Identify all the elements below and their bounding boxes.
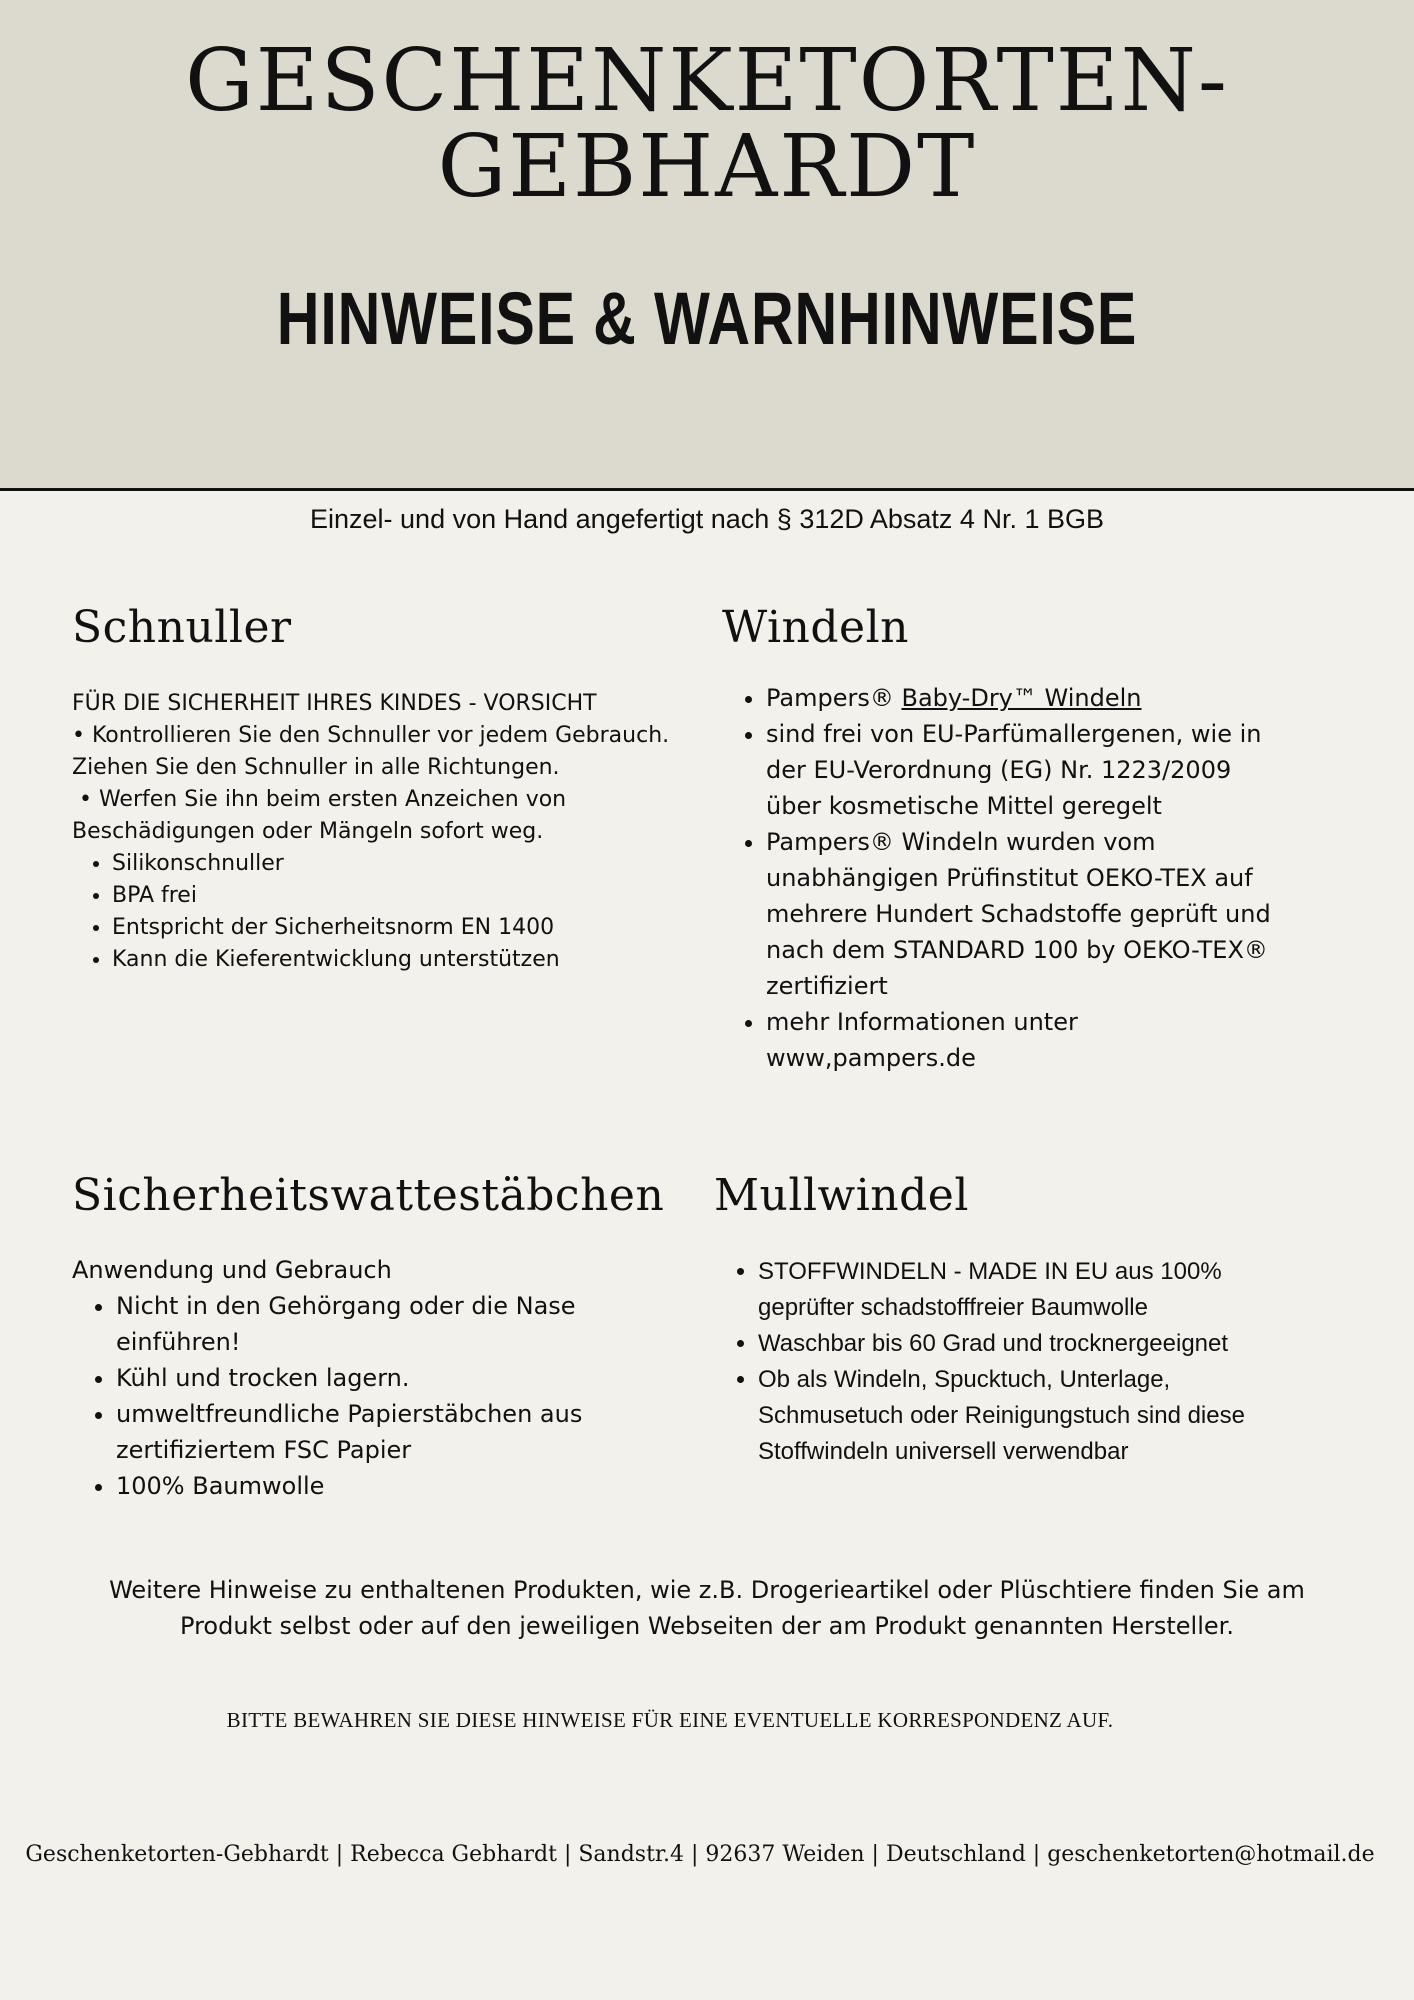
list-item: • Entspricht der Sicherheitsnorm EN 1400 — [112, 912, 672, 944]
instruction-text: • Kontrollieren Sie den Schnuller vor jedem Gebrauch. Ziehen Sie den Schnuller in alle Richtungen. — [72, 723, 670, 780]
footer-contact: Geschenketorten-Gebhardt | Rebecca Gebhardt | Sandstr.4 | 92637 Weiden | Deutschland | geschenketorten@hotmail.de — [25, 1842, 1375, 1867]
list-item: • Silikonschnuller — [112, 848, 672, 880]
instruction-text: • Werfen Sie ihn beim ersten Anzeichen von Beschädigungen oder Mängeln sofort weg. — [72, 787, 574, 844]
additional-info-note: Weitere Hinweise zu enthaltenen Produkten, wie z.B. Drogerieartikel oder Plüschtiere finden Sie am Produkt selbst oder auf den jeweiligen Webseiten der am Produkt genannten Hersteller. — [109, 1576, 1305, 1640]
section-wattestaebchen — [72, 1170, 665, 1504]
section-heading: Schnuller — [72, 602, 292, 653]
list-item-prefix: Pampers® — [766, 684, 902, 712]
list-item: • Kann die Kieferentwicklung unterstützen — [112, 944, 672, 976]
section-heading: Sicherheitswattestäbchen — [72, 1170, 665, 1221]
list-item: • Pampers® Windeln wurden vom unabhängigen Prüfinstitut OEKO-TEX auf mehrere Hundert Schadstoffe geprüft und nach dem STANDARD 100 by OEKO-TEX® zertifiziert — [766, 824, 1282, 1004]
list-item — [766, 680, 1282, 716]
list-item: • Nicht in den Gehörgang oder die Nase einführen! — [116, 1288, 632, 1360]
product-link[interactable]: Baby-Dry™ Windeln — [901, 684, 1142, 712]
intro-text: Anwendung und Gebrauch — [72, 1256, 392, 1284]
section-heading: Windeln — [722, 602, 909, 653]
header-banner — [0, 0, 1414, 491]
caution-text: FÜR DIE SICHERHEIT IHRES KINDES - VORSICHT — [72, 691, 597, 716]
list-item: • Ob als Windeln, Spucktuch, Unterlage, Schmusetuch oder Reinigungstuch sind diese Stoffwindeln universell verwendbar — [758, 1362, 1274, 1470]
section-windeln — [722, 602, 1282, 1076]
keep-notice: BITTE BEWAHREN SIE DIESE HINWEISE FÜR EINE EVENTUELLE KORRESPONDENZ AUF. — [226, 1708, 1114, 1732]
list-item: • umweltfreundliche Papierstäbchen aus zertifiziertem FSC Papier — [116, 1396, 632, 1468]
section-heading: Mullwindel — [714, 1170, 969, 1221]
list-item: • BPA frei — [112, 880, 672, 912]
list-item: • Waschbar bis 60 Grad und trocknergeeignet — [758, 1326, 1274, 1362]
brand-title: GESCHENKETORTEN-GEBHARDT — [185, 31, 1229, 217]
list-item: • Kühl und trocken lagern. — [116, 1360, 632, 1396]
list-item: • mehr Informationen unter www,pampers.de — [766, 1004, 1282, 1076]
list-item: • sind frei von EU-Parfümallergenen, wie in der EU-Verordnung (EG) Nr. 1223/2009 über kosmetische Mittel geregelt — [766, 716, 1282, 824]
legal-note: Einzel- und von Hand angefertigt nach § 312D Absatz 4 Nr. 1 BGB — [310, 504, 1104, 534]
list-item: • STOFFWINDELN - MADE IN EU aus 100% geprüfter schadstofffreier Baumwolle — [758, 1254, 1274, 1326]
section-mullwindel — [714, 1170, 1274, 1470]
page-title: HINWEISE & WARNHINWEISE — [276, 277, 1138, 360]
list-item: • 100% Baumwolle — [116, 1468, 632, 1504]
section-schnuller — [72, 602, 672, 976]
